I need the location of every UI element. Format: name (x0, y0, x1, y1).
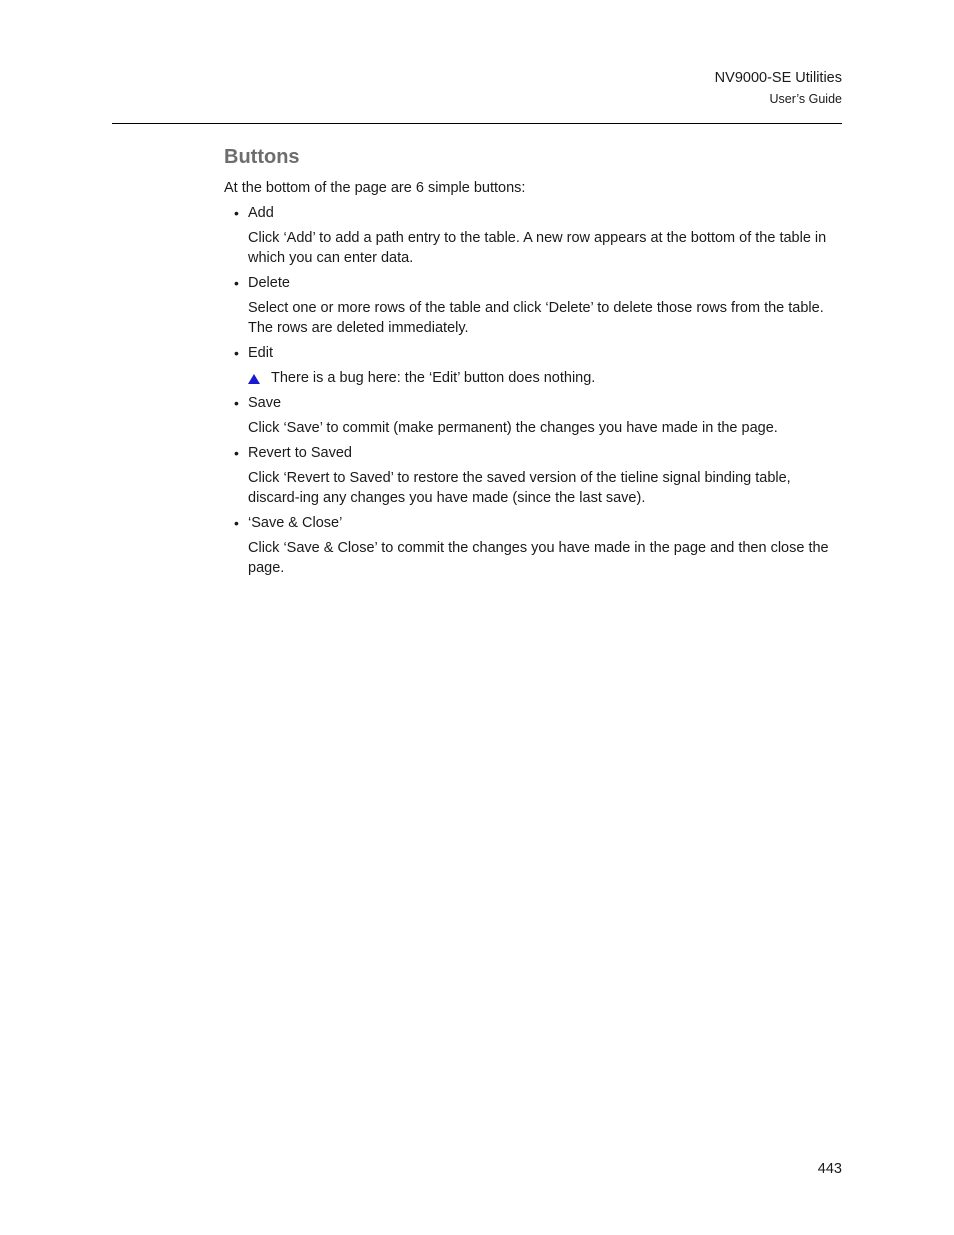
bullet-label: Revert to Saved (248, 445, 352, 461)
bullet-icon: • (234, 445, 239, 461)
section-heading: Buttons (224, 146, 300, 168)
note (248, 368, 844, 388)
button-description: Click ‘Revert to Saved’ to restore the saved version of the tieline signal binding table, discard-ing any changes you have made (since the last save). (248, 470, 791, 506)
bullet-label: Delete (248, 275, 290, 291)
header-divider (112, 123, 842, 124)
bullet-row (224, 343, 844, 363)
header-subtitle: User’s Guide (769, 92, 842, 106)
bullet-row (224, 393, 844, 413)
note-text: There is a bug here: the ‘Edit’ button does nothing. (271, 370, 596, 386)
button-item-edit (224, 343, 844, 388)
bullet-icon: • (234, 345, 239, 361)
button-item-delete (224, 273, 844, 338)
bullet-icon: • (234, 205, 239, 221)
button-item-add (224, 203, 844, 268)
bullet-label: ‘Save & Close’ (248, 515, 343, 531)
bullet-label: Edit (248, 345, 273, 361)
bullet-row (224, 203, 844, 223)
header-title: NV9000-SE Utilities (714, 70, 842, 86)
warning-triangle-icon (248, 374, 260, 384)
bullet-icon: • (234, 275, 239, 291)
button-description: Click ‘Add’ to add a path entry to the table. A new row appears at the bottom of the table in which you can enter data. (248, 230, 827, 266)
button-description: Click ‘Save’ to commit (make permanent) the changes you have made in the page. (248, 420, 778, 436)
bullet-icon: • (234, 515, 239, 531)
button-description: Click ‘Save & Close’ to commit the changes you have made in the page and then close the page. (248, 540, 829, 576)
bullet-row (224, 273, 844, 293)
button-description: Select one or more rows of the table and click ‘Delete’ to delete those rows from the table. The rows are deleted immediately. (248, 300, 824, 336)
page-number: 443 (817, 1161, 842, 1177)
button-item-revert (224, 443, 844, 508)
bullet-icon: • (234, 395, 239, 411)
bullet-row (224, 443, 844, 463)
bullet-label: Add (248, 205, 274, 221)
bullet-row (224, 513, 844, 533)
intro-text: At the bottom of the page are 6 simple buttons: (224, 180, 526, 196)
bullet-label: Save (248, 395, 282, 411)
button-item-save-close (224, 513, 844, 578)
main-content (224, 144, 844, 583)
button-item-save (224, 393, 844, 438)
